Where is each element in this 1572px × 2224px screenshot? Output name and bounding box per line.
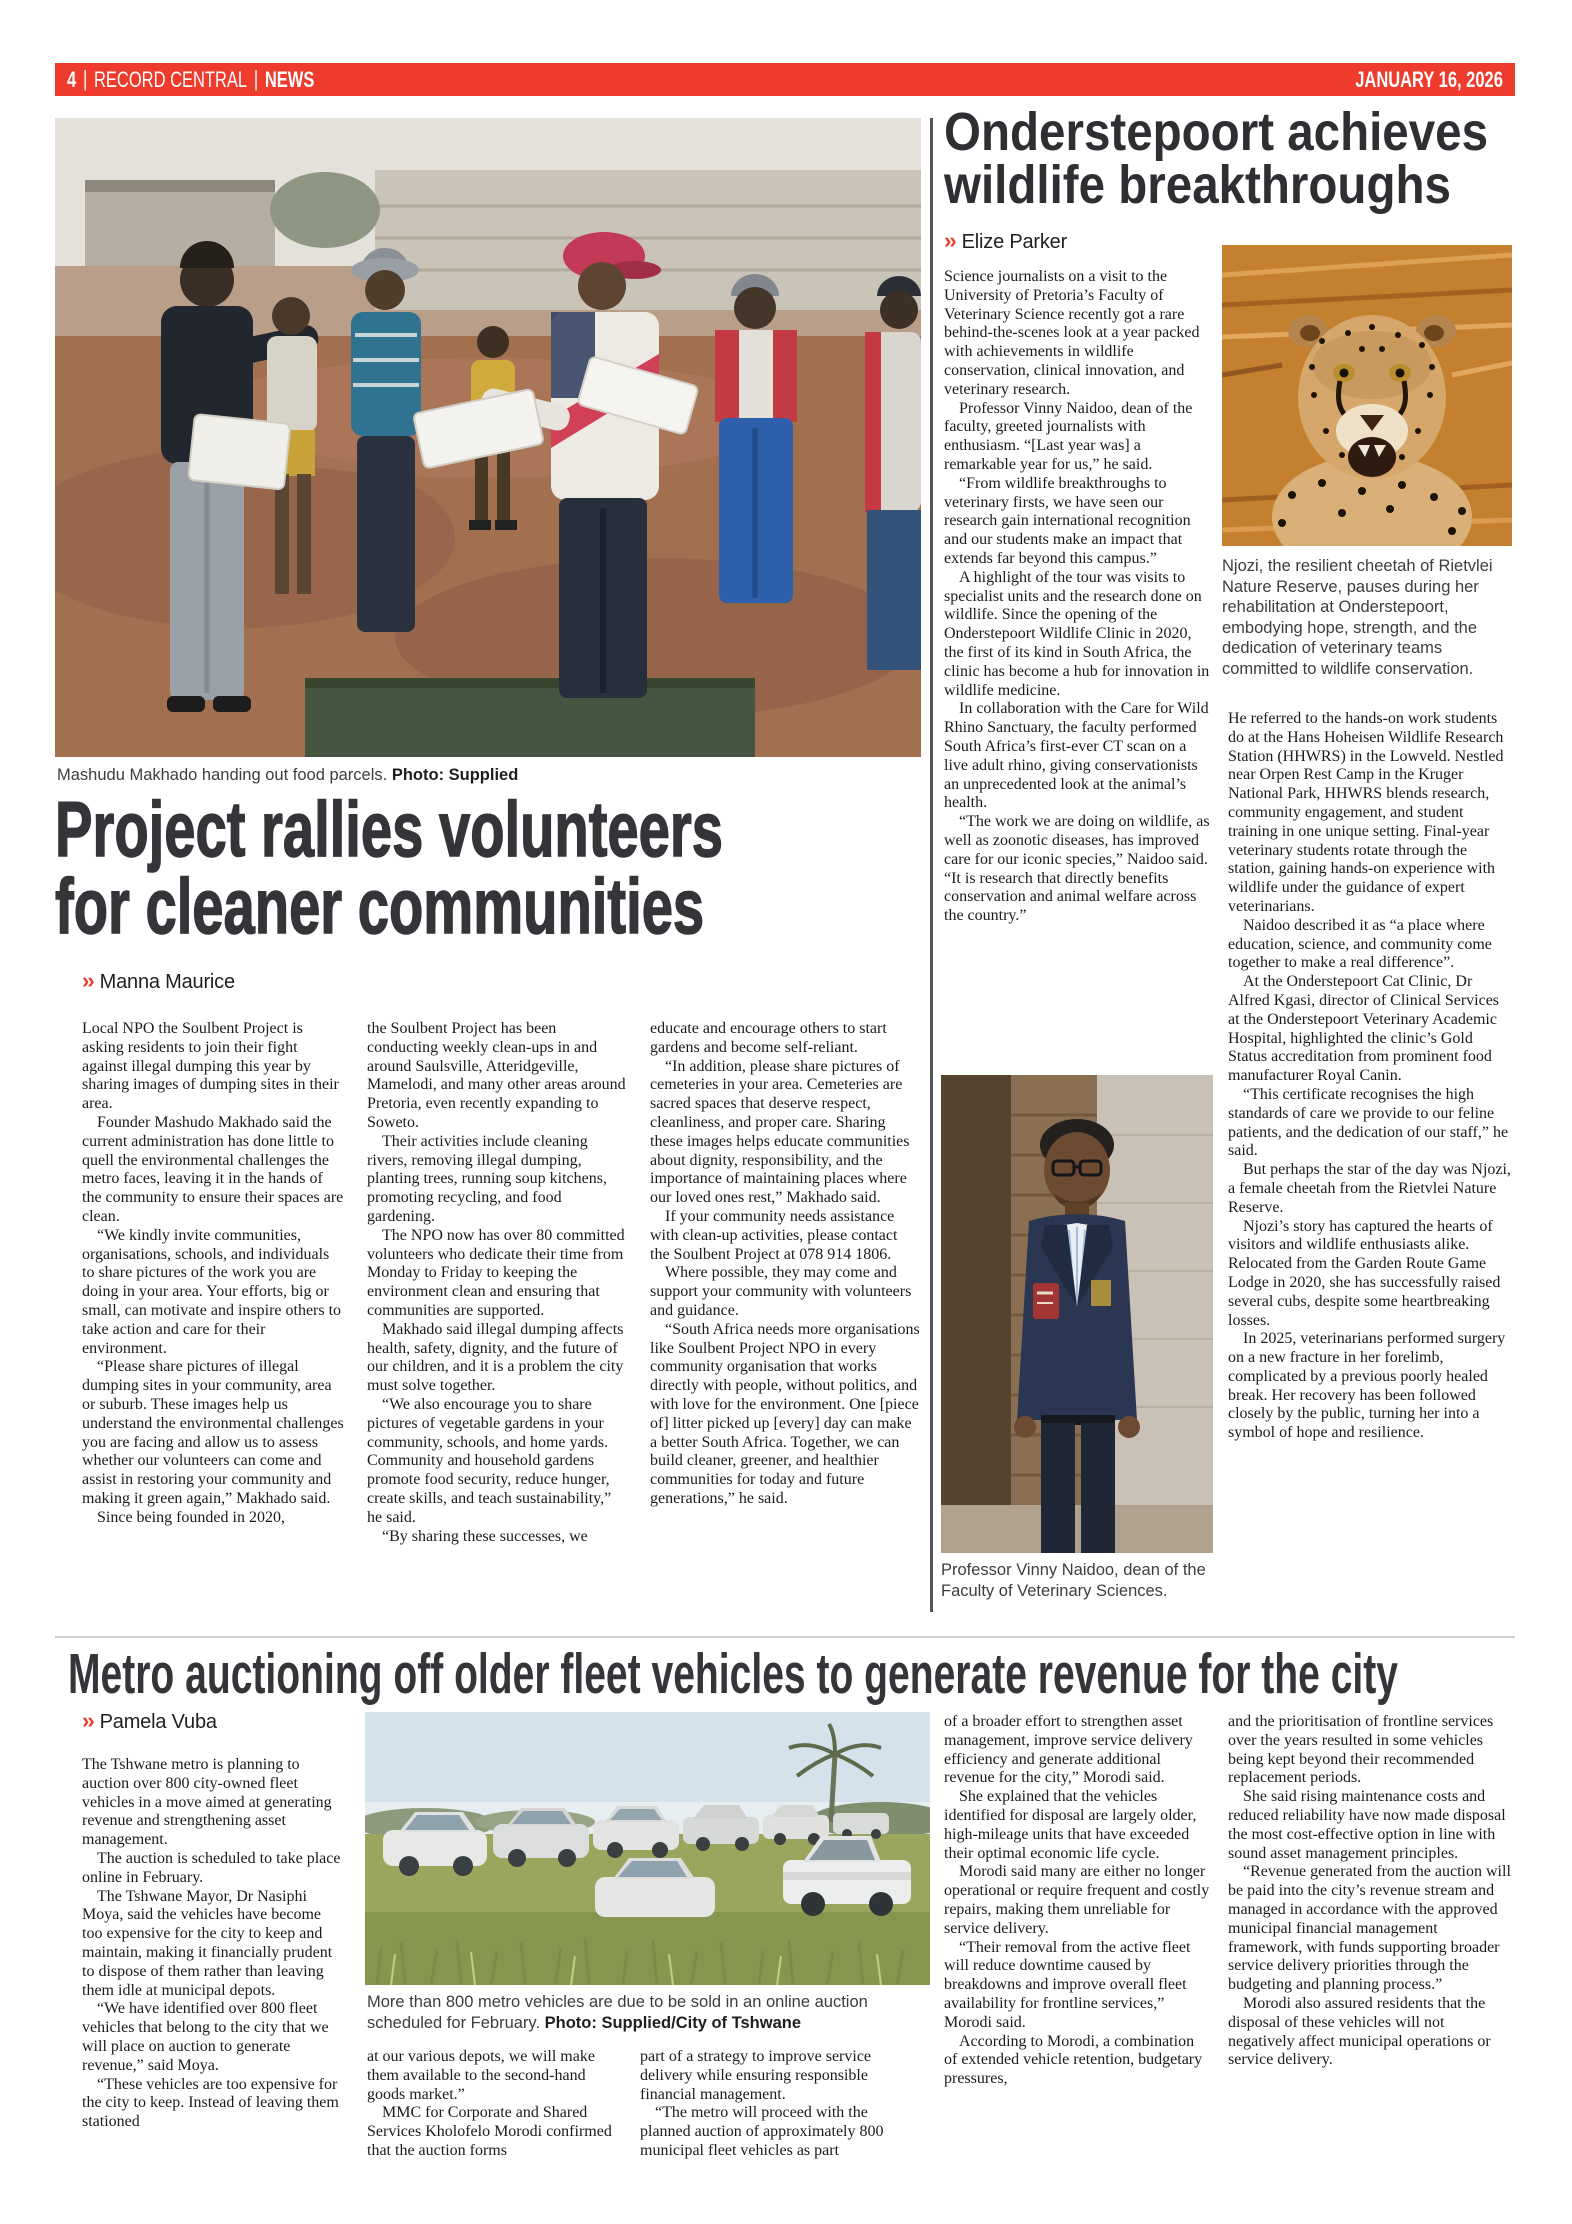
- wildlife-headline-line2: wildlife breakthroughs: [944, 155, 1451, 215]
- header-separator: |: [82, 65, 88, 91]
- issue-date: JANUARY 16, 2026: [1355, 66, 1503, 92]
- wildlife-column-2: He referred to the hands-on work students do at the Hans Hoheisen Wildlife Research Station (HHWRS) in the Lowveld. Nestled near Orpen Rest Camp in the Kruger National Park, HHWRS blends research, community engagement, and student training in one unique setting. Final-year veterinary students rotate through the station, gaining hands-on experience with wildlife under the guidance of expert veterinarians. Naidoo described it as “a place where education, science, and community come together to make a real difference”. At the Onderstepoort Cat Clinic, Dr Alfred Kgasi, director of Clinical Services at the Onderstepoort Veterinary Academic Hospital, highlighted the clinic’s Gold Status accreditation from prominent food manufacturer Royal Canin. “This certificate recognises the high standards of care we provide to our feline patients, and the dedication of our staff,” he said. But perhaps the star of the day was Njozi, a female cheetah from the Rietvlei Nature Reserve. Njozi’s story has captured the hearts of visitors and wildlife enthusiasts alike. Relocated from the Garden Route Game Lodge in 2020, she has successfully raised several cubs, despite some heartbreaking losses. In 2025, veterinarians performed surgery on a new fracture in her forelimb, complicated by a previous poorly healed break. Her recovery has been followed closely by the public, turning her into a symbol of hope and resilience.: [1228, 710, 1511, 1442]
- main-article-photo: [55, 118, 921, 757]
- fleet-cars-illustration: [365, 1712, 930, 1985]
- main-headline-line1: Project rallies volunteers: [55, 785, 723, 873]
- caption-text: More than 800 metro vehicles are due to be sold in an online auction scheduled for February.: [367, 1993, 868, 2032]
- food-parcel-scene-illustration: [55, 118, 921, 757]
- main-headline: [55, 785, 983, 950]
- main-article-column-1: Local NPO the Soulbent Project is asking residents to join their fight against illegal dumping this year by sharing images of dumping sites in their area. Founder Mashudo Makhado said the current administration has done little to quell the environmental challenges the metro faces, leaving it in the hands of the community to ensure their spaces are clean. “We kindly invite communities, organisations, schools, and individuals to share pictures of the work you are doing in your area. Your efforts, big or small, can motivate and inspire others to take action and care for their environment. “Please share pictures of illegal dumping sites in your community, area or suburb. These images help us understand the environmental challenges you are facing and allow us to assess whether our volunteers can come and assist in restoring your community and making it green again,” Makhado said. Since being founded in 2020,: [82, 1020, 344, 1526]
- byline-chevrons-icon: ››: [82, 1708, 93, 1733]
- header-separator: |: [253, 65, 259, 91]
- fleet-photo-caption: [367, 1992, 925, 2036]
- metro-column-4: and the prioritisation of frontline services over the years resulted in some vehicles being kept beyond their recommended replacement periods. She said rising maintenance costs and reduced reliability have now made disposal the most cost-effective option in line with sound asset management principles. “Revenue generated from the auction will be paid into the city’s revenue stream and managed in accordance with the approved municipal financial management framework, with funds supporting broader service delivery priorities through the budgeting and planning process.” Morodi also assured residents that the disposal of these vehicles will not negatively affect municipal operations or service delivery.: [1228, 1713, 1511, 2069]
- metro-byline: [82, 1708, 217, 1734]
- caption-credit: Photo: Supplied: [391, 766, 519, 784]
- byline-name: Pamela Vuba: [99, 1711, 217, 1733]
- byline-name: Manna Maurice: [99, 971, 235, 993]
- metro-column-2a: at our various depots, we will make them available to the second-hand goods market.” MMC for Corporate and Shared Services Kholofelo Morodi confirmed that the auction forms: [367, 2048, 612, 2159]
- section-divider: [55, 1636, 1515, 1638]
- byline-chevrons-icon: ››: [944, 228, 955, 253]
- main-headline-line2: for cleaner communities: [55, 862, 705, 950]
- cheetah-illustration: [1222, 245, 1512, 546]
- publication-name: RECORD CENTRAL: [93, 66, 248, 92]
- byline-chevrons-icon: ››: [82, 968, 93, 993]
- vertical-divider: [930, 118, 933, 1612]
- section-name: NEWS: [264, 66, 315, 92]
- wildlife-column-1: Science journalists on a visit to the University of Pretoria’s Faculty of Veterinary Science recently got a rare behind-the-scenes look at a year packed with achievements in wildlife conservation, clinical innovation, and veterinary research. Professor Vinny Naidoo, dean of the faculty, greeted journalists with enthusiasm. “[Last year was] a remarkable year for us,” he said. “From wildlife breakthroughs to veterinary firsts, we have seen our research gain international recognition and our students make an impact that extends far beyond this campus.” A highlight of the tour was visits to specialist units and the research done on wildlife. Since the opening of the Onderstepoort Wildlife Clinic in 2020, the first of its kind in South Africa, the clinic has become a hub for innovation in wildlife medicine. In collaboration with the Care for Wild Rhino Sanctuary, the faculty performed South Africa’s first-ever CT scan on a live adult rhino, giving conservationists an unprecedented look at the animal’s health. “The work we are doing on wildlife, as well as zoonotic diseases, has improved care for our iconic species,” Naidoo said. “It is research that directly benefits conservation and animal welfare across the country.”: [944, 268, 1210, 925]
- main-article-column-2: the Soulbent Project has been conducting weekly clean-ups in and around Saulsville, Atteridgeville, Mamelodi, and many other areas around Pretoria, even recently expanding to Soweto. Their activities include cleaning rivers, removing illegal dumping, planting trees, running soup kitchens, promoting recycling, and food gardening. The NPO now has over 80 committed volunteers who dedicate their time from Monday to Friday to keeping the environment clean and ensuring that communities are supported. Makhado said illegal dumping affects health, safety, dignity, and the future of our children, and it is a problem the city must solve together. “We also encourage you to share pictures of vegetable gardens in your community, schools, and home yards. Community and household gardens promote food security, reduce hunger, create skills, and teach sustainability,” he said. “By sharing these successes, we: [367, 1020, 626, 1545]
- metro-column-2b: part of a strategy to improve service delivery while ensuring responsible financial management. “The metro will proceed with the planned auction of approximately 800 municipal fleet vehicles as part: [640, 2048, 884, 2159]
- page-number: 4: [67, 66, 77, 92]
- page-header-bar: [55, 63, 1515, 96]
- header-left: [67, 67, 314, 93]
- naidoo-photo: [941, 1075, 1213, 1553]
- wildlife-byline: [944, 228, 1067, 254]
- byline-name: Elize Parker: [961, 231, 1068, 253]
- caption-text: Mashudu Makhado handing out food parcels.: [57, 766, 388, 784]
- metro-headline: [68, 1642, 1572, 1706]
- main-byline: [82, 968, 235, 994]
- naidoo-photo-caption: Professor Vinny Naidoo, dean of the Faculty of Veterinary Sciences.: [941, 1561, 1206, 1600]
- caption-credit: Photo: Supplied/City of Tshwane: [544, 2013, 801, 2032]
- main-article-column-3: educate and encourage others to start gardens and become self-reliant. “In addition, please share pictures of cemeteries in your area. Cemeteries are sacred spaces that deserve respect, cleanliness, and proper care. Sharing these images helps educate communities about dignity, responsibility, and the importance of maintaining places where our loved ones rest,” Makhado said. If your community needs assistance with clean-up activities, please contact the Soulbent Project at 078 914 1806. Where possible, they may come and support your community with volunteers and guidance. “South Africa needs more organisations like Soulbent Project NPO in every community organisation that works directly with people, without politics, and with love for the environment. One [piece of] litter picked up [every] day can make a better South Africa. Together, we can build cleaner, greener, and healthier communities for today and future generations,” he said.: [650, 1020, 920, 1507]
- cheetah-photo: [1222, 245, 1512, 546]
- wildlife-headline-line1: Onderstepoort achieves: [944, 102, 1489, 162]
- metro-column-1: The Tshwane metro is planning to auction over 800 city-owned fleet vehicles in a move aimed at generating revenue and strengthening asset management. The auction is scheduled to take place online in February. The Tshwane Mayor, Dr Nasiphi Moya, said the vehicles have become too expensive for the city to keep and maintain, making it financially prudent to dispose of them rather than leaving them idle at municipal depots. “We have identified over 800 fleet vehicles that belong to the city that we will place on auction to generate revenue,” said Moya. “These vehicles are too expensive for the city to keep. Instead of leaving them stationed: [82, 1756, 341, 2131]
- professor-illustration: [941, 1075, 1213, 1553]
- wildlife-headline: [944, 102, 1562, 215]
- main-photo-caption: [57, 765, 917, 787]
- metro-column-3: of a broader effort to strengthen asset management, improve service delivery efficiency and generate additional revenue for the city,” Morodi said. She explained that the vehicles identified for disposal are largely older, high-mileage units that have exceeded their optimal economic life cycle. Morodi said many are either no longer operational or require frequent and costly repairs, making them unreliable for service delivery. “Their removal from the active fleet will reduce downtime caused by breakdowns and improve overall fleet availability for frontline services,” Morodi said. According to Morodi, a combination of extended vehicle retention, budgetary pressures,: [944, 1713, 1210, 2088]
- cheetah-photo-caption: Njozi, the resilient cheetah of Rietvlei Nature Reserve, pauses during her rehabilitation at Onderstepoort, embodying hope, strength, and the dedication of veterinary teams committed to wildlife conservation.: [1222, 557, 1493, 678]
- metro-headline-text: Metro auctioning off older fleet vehicles to generate revenue for the city: [68, 1642, 1398, 1706]
- fleet-photo: [365, 1712, 930, 1985]
